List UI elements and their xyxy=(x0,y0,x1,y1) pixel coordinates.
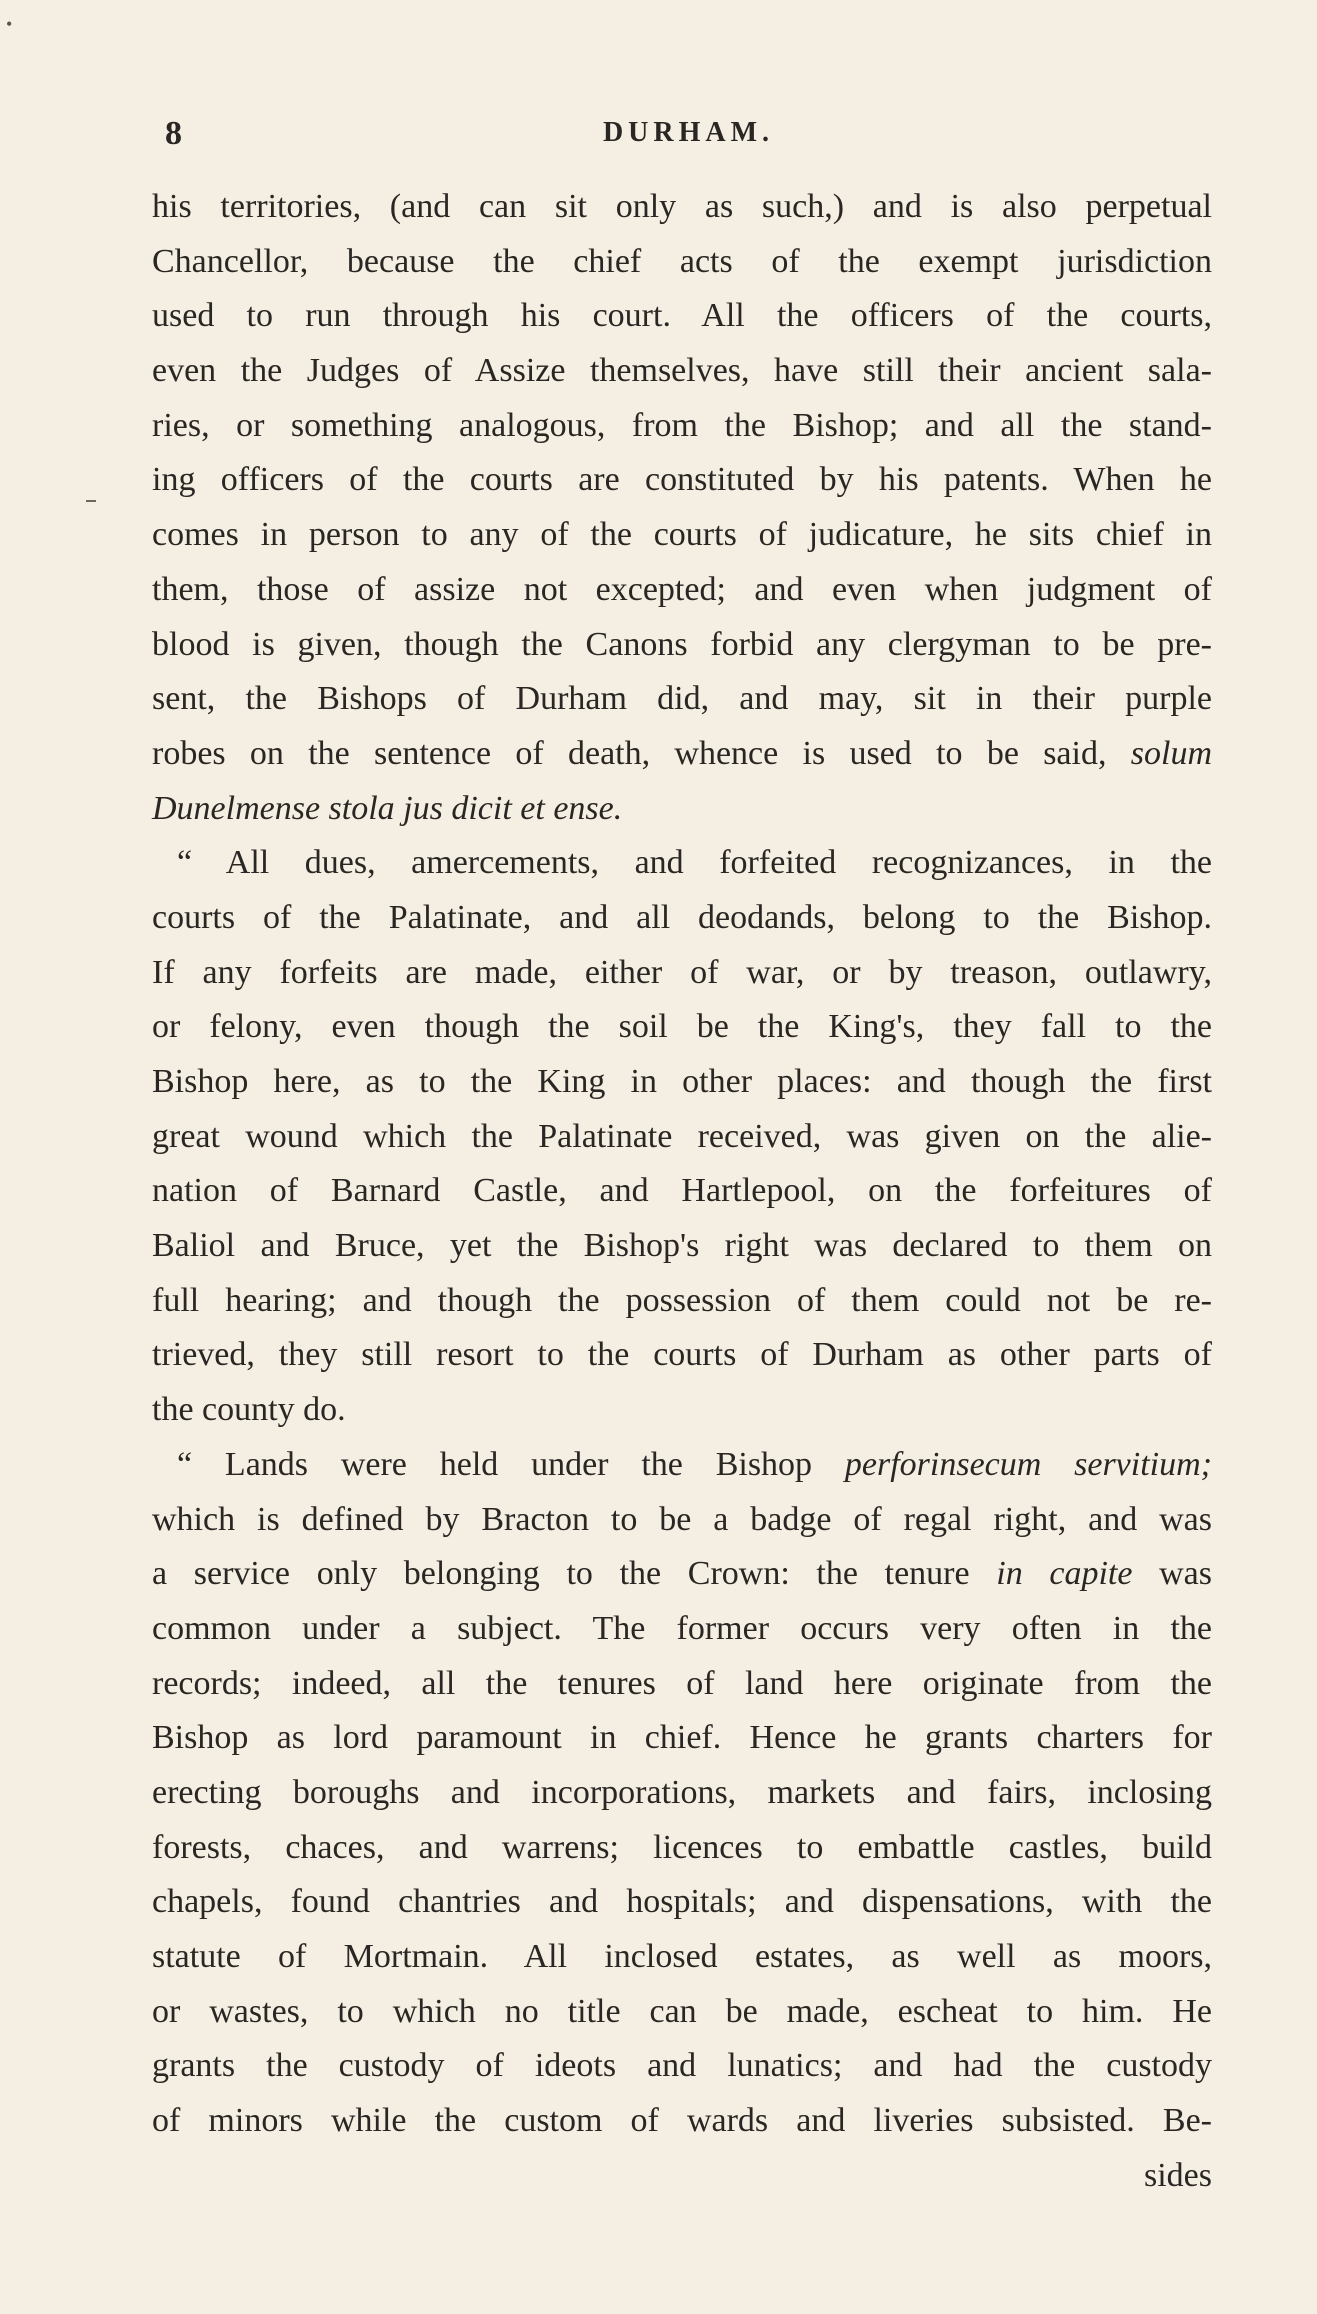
text-line: of minors while the custom of wards and liveries subsisted. Be- xyxy=(152,2102,1212,2140)
paragraph-start xyxy=(152,1438,1212,1493)
text-line: erecting boroughs and incorporations, markets and fairs, inclosing xyxy=(152,1773,1212,1811)
paragraph-start: “ All dues, amercements, and forfeited recognizances, in the xyxy=(177,844,1212,882)
text-line xyxy=(152,727,1212,782)
text-line: courts of the Palatinate, and all deodands, belong to the Bishop. xyxy=(152,898,1212,936)
text-line: which is defined by Bracton to be a badge of regal right, and was xyxy=(152,1500,1212,1538)
text-line: nation of Barnard Castle, and Hartlepool, on the forfeitures of xyxy=(152,1172,1212,1210)
text-line: blood is given, though the Canons forbid any clergyman to be pre- xyxy=(152,625,1212,663)
text-line: If any forfeits are made, either of war, or by treason, outlawry, xyxy=(152,953,1212,991)
latin-phrase: in capite xyxy=(996,1555,1133,1593)
catchword: sides xyxy=(1144,2156,1212,2194)
text-line: sent, the Bishops of Durham did, and may, sit in their purple xyxy=(152,680,1212,718)
text-line: or wastes, to which no title can be made, escheat to him. He xyxy=(152,1992,1212,2030)
text-line: or felony, even though the soil be the King's, they fall to the xyxy=(152,1008,1212,1046)
text-line: ing officers of the courts are constituted by his patents. When he xyxy=(152,461,1212,499)
latin-phrase-line: Dunelmense stola jus dicit et ense. xyxy=(152,789,623,827)
text-line: used to run through his court. All the officers of the courts, xyxy=(152,297,1212,335)
text-line: Chancellor, because the chief acts of the exempt jurisdiction xyxy=(152,242,1212,280)
text-line: them, those of assize not excepted; and even when judgment of xyxy=(152,570,1212,608)
text-line: great wound which the Palatinate received, was given on the alie- xyxy=(152,1117,1212,1155)
text-run: “ Lands were held under the Bishop xyxy=(177,1445,845,1483)
text-line: grants the custody of ideots and lunatics; and had the custody xyxy=(152,2047,1212,2085)
latin-phrase: perforinsecum servitium; xyxy=(844,1445,1212,1483)
text-run: robes on the sentence of death, whence is used to be said, xyxy=(152,734,1131,772)
text-line: even the Judges of Assize themselves, have still their ancient sala- xyxy=(152,352,1212,390)
text-run: a service only belonging to the Crown: the tenure xyxy=(152,1555,997,1593)
text-line: full hearing; and though the possession of them could not be re- xyxy=(152,1281,1212,1319)
text-run: was xyxy=(1132,1555,1212,1593)
text-line: Bishop here, as to the King in other places: and though the first xyxy=(152,1063,1212,1100)
text-line xyxy=(152,1547,1212,1602)
text-line: chapels, found chantries and hospitals; and dispensations, with the xyxy=(152,1883,1212,1921)
latin-phrase: solum xyxy=(1130,734,1212,772)
margin-dash xyxy=(86,500,96,502)
text-line: the county do. xyxy=(152,1391,346,1429)
page-number: 8 xyxy=(165,115,182,152)
text-line: records; indeed, all the tenures of land here originate from the xyxy=(152,1664,1212,1702)
margin-dot: • xyxy=(6,14,13,34)
text-line: Baliol and Bruce, yet the Bishop's right was declared to them on xyxy=(152,1227,1212,1265)
text-line: comes in person to any of the courts of judicature, he sits chief in xyxy=(152,516,1212,554)
body-text xyxy=(152,180,1212,2203)
text-line: statute of Mortmain. All inclosed estates, as well as moors, xyxy=(152,1938,1212,1975)
text-line: trieved, they still resort to the courts of Durham as other parts of xyxy=(152,1336,1212,1374)
running-head: DURHAM. xyxy=(602,117,775,148)
text-line: ries, or something analogous, from the Bishop; and all the stand- xyxy=(152,406,1212,444)
text-line: common under a subject. The former occurs very often in the xyxy=(152,1609,1212,1647)
text-line: his territories, (and can sit only as such,) and is also perpetual xyxy=(152,188,1212,225)
text-line: forests, chaces, and warrens; licences to embattle castles, build xyxy=(152,1828,1212,1866)
text-line: Bishop as lord paramount in chief. Hence he grants charters for xyxy=(152,1719,1212,1757)
